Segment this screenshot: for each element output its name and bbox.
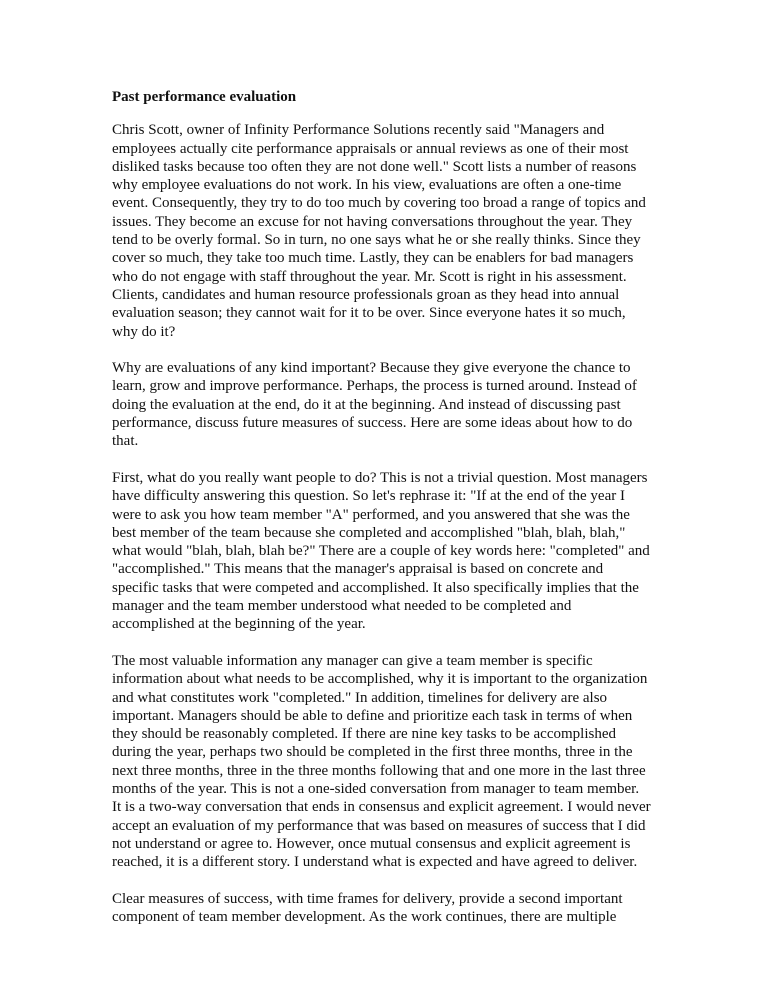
paragraph — [112, 469, 732, 634]
text-line: cover so much, they take too much time. Lastly, they can be enablers for bad managers — [112, 250, 634, 267]
text-line: performance, discuss future measures of success. Here are some ideas about how to do — [112, 415, 633, 432]
text-line: next three months, three in the three months following that and one more in the last three — [112, 762, 646, 779]
text-line: not understand or agree to. However, once mutual consensus and explicit agreement is — [112, 835, 631, 852]
text-line: component of team member development. As the work continues, there are multiple — [112, 909, 617, 926]
text-line: manager and the team member understood what needed to be completed and — [112, 598, 572, 615]
text-line: specific tasks that were competed and accomplished. It also specifically implies that the — [112, 579, 639, 596]
text-line: employees actually cite performance appraisals or annual reviews as one of their most — [112, 140, 629, 157]
text-line: best member of the team because she completed and accomplished "blah, blah, blah," — [112, 524, 626, 541]
text-line: who do not engage with staff throughout the year. Mr. Scott is right in his assessment. — [112, 268, 627, 285]
text-line: First, what do you really want people to do? This is not a trivial question. Most managers — [112, 469, 648, 486]
text-line: information about what needs to be accomplished, why it is important to the organization — [112, 671, 648, 688]
text-line: reached, it is a different story. I understand what is expected and have agreed to deliver. — [112, 854, 638, 871]
paragraph — [112, 890, 732, 927]
text-line: The most valuable information any manager can give a team member is specific — [112, 652, 593, 669]
text-line: disliked tasks because too often they are not done well." Scott lists a number of reasons — [112, 158, 637, 175]
text-line: "accomplished." This means that the manager's appraisal is based on concrete and — [112, 561, 604, 578]
text-line: during the year, perhaps two should be completed in the first three months, three in the — [112, 744, 633, 761]
text-line: why do it? — [112, 323, 176, 340]
text-line: evaluation season; they cannot wait for it to be over. Since everyone hates it so much, — [112, 305, 626, 322]
document-page — [112, 88, 732, 945]
text-line: Why are evaluations of any kind important? Because they give everyone the chance to — [112, 360, 631, 377]
text-line: Chris Scott, owner of Infinity Performance Solutions recently said "Managers and — [112, 122, 605, 139]
text-line: doing the evaluation at the end, do it at the beginning. And instead of discussing past — [112, 396, 621, 413]
text-line: learn, grow and improve performance. Perhaps, the process is turned around. Instead of — [112, 378, 637, 395]
paragraph — [112, 359, 732, 450]
text-line: issues. They become an excuse for not having conversations throughout the year. They — [112, 213, 633, 230]
document-title: Past performance evaluation — [112, 89, 297, 105]
text-line: why employee evaluations do not work. In his view, evaluations are often a one-time — [112, 177, 622, 194]
text-line: Clients, candidates and human resource professionals groan as they head into annual — [112, 286, 620, 303]
text-line: were to ask you how team member "A" performed, and you answered that she was the — [112, 506, 630, 523]
text-line: that. — [112, 433, 139, 450]
text-line: important. Managers should be able to define and prioritize each task in terms of when — [112, 707, 633, 724]
text-line: accept an evaluation of my performance that was based on measures of success that I did — [112, 817, 646, 834]
text-line: accomplished at the beginning of the year. — [112, 616, 366, 633]
text-line: Clear measures of success, with time frames for delivery, provide a second important — [112, 890, 623, 907]
text-line: tend to be overly formal. So in turn, no one says what he or she really thinks. Since they — [112, 232, 641, 249]
paragraph — [112, 121, 732, 341]
text-line: It is a two-way conversation that ends in consensus and explicit agreement. I would never — [112, 799, 651, 816]
document-body — [112, 121, 732, 926]
text-line: they should be reasonably completed. If there are nine key tasks to be accomplished — [112, 726, 616, 743]
text-line: months of the year. This is not a one-sided conversation from manager to team member. — [112, 780, 640, 797]
text-line: what would "blah, blah, blah be?" There are a couple of key words here: "completed" and — [112, 543, 650, 560]
text-line: event. Consequently, they try to do too much by covering too broad a range of topics and — [112, 195, 646, 212]
text-line: and what constitutes work "completed." In addition, timelines for delivery are also — [112, 689, 608, 706]
text-line: have difficulty answering this question. So let's rephrase it: "If at the end of the year I — [112, 488, 625, 505]
paragraph — [112, 652, 732, 872]
